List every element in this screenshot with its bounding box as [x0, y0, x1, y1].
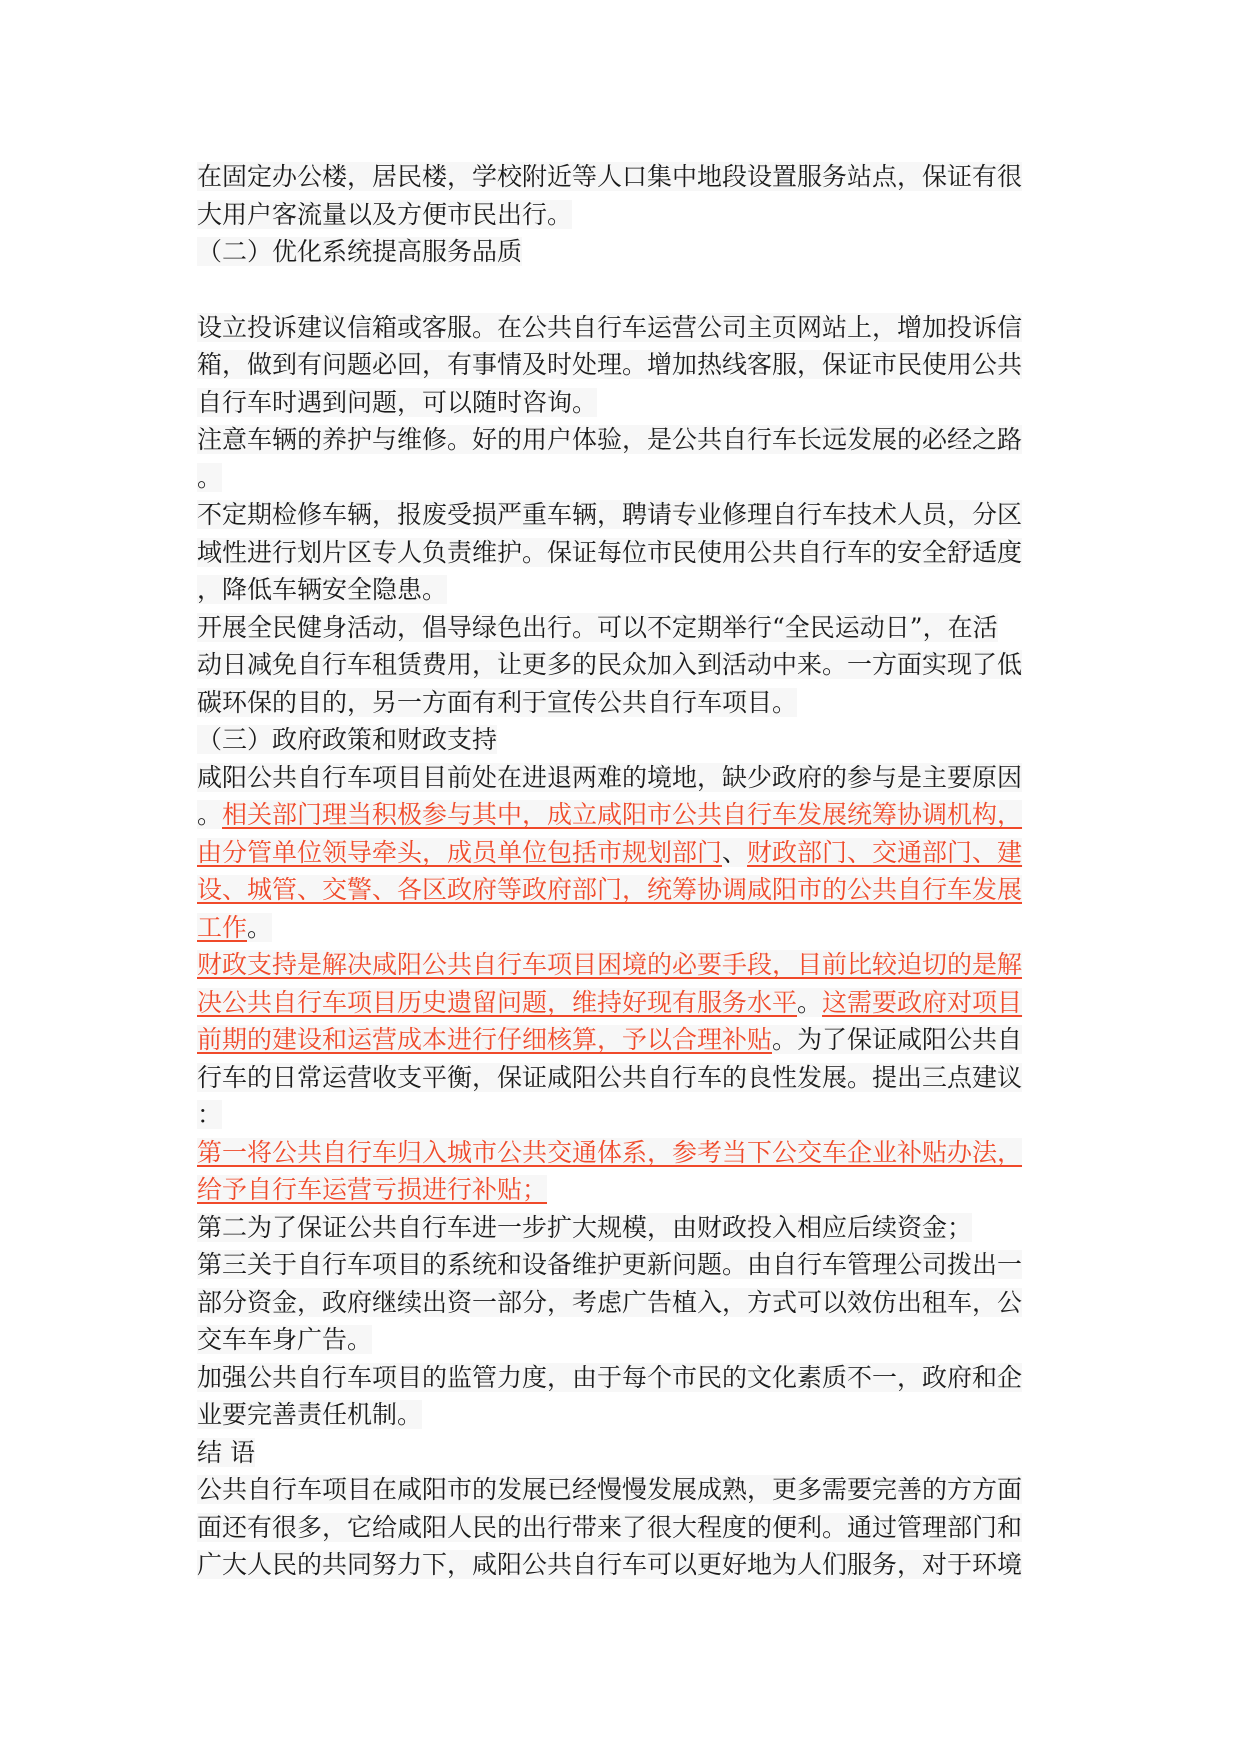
body-text: 行车的日常运营收支平衡，保证咸阳公共自行车的良性发展。提出三点建议	[197, 1062, 1023, 1092]
highlighted-text: 决公共自行车项目历史遗留问题，维持好现有服务水平	[197, 987, 798, 1017]
body-text: 业要完善责任机制。	[197, 1400, 423, 1429]
paragraph	[197, 233, 1043, 271]
body-text: 面还有很多，它给咸阳人民的出行带来了很大程度的便利。通过管理部门和	[197, 1512, 1023, 1542]
text-line	[197, 1209, 1043, 1247]
paragraph	[197, 721, 1043, 759]
line-shade	[197, 988, 1022, 1017]
line-shade	[197, 763, 1022, 792]
highlighted-text: 给予自行车运营亏损进行补贴；	[197, 1175, 548, 1204]
body-text: 交车车身广告。	[197, 1325, 373, 1354]
body-text: 。	[797, 987, 823, 1017]
text-line	[197, 571, 1043, 609]
text-line	[197, 534, 1043, 572]
text-line	[197, 346, 1043, 384]
body-text: ，降低车辆安全隐患。	[197, 575, 448, 604]
line-shade	[197, 613, 998, 642]
paragraph	[197, 1134, 1043, 1209]
text-line	[197, 684, 1043, 722]
paragraph	[197, 496, 1043, 609]
body-text: 结 语	[197, 1437, 255, 1467]
body-text: 。	[197, 800, 223, 829]
body-text: 箱，做到有问题必回，有事情及时处理。增加热线客服，保证市民使用公共	[197, 350, 1023, 379]
body-text: 不定期检修车辆，报废受损严重车辆，聘请专业修理自行车技术人员，分区	[197, 500, 1023, 529]
body-text: 动日减免自行车租赁费用，让更多的民众加入到活动中来。一方面实现了低	[197, 650, 1023, 679]
text-line	[197, 233, 1043, 271]
text-line	[197, 1321, 1043, 1359]
text-line	[197, 496, 1043, 534]
highlighted-text: 前期的建设和运营成本进行仔细核算，予以合理补贴	[197, 1025, 773, 1054]
body-text: （二）优化系统提高服务品质	[197, 237, 523, 266]
line-shade	[197, 463, 222, 492]
line-shade	[197, 1250, 1022, 1279]
body-text: 。	[247, 912, 273, 942]
line-shade	[197, 800, 1022, 829]
line-shade	[197, 1175, 547, 1204]
line-shade	[197, 313, 1022, 342]
text-line	[197, 1021, 1043, 1059]
line-shade	[197, 162, 1022, 191]
body-text: 开展全民健身活动，倡导绿色出行。可以不定期举行“全民运动日”，在活	[197, 612, 998, 642]
line-shade	[197, 1438, 255, 1467]
body-text: 第二为了保证公共自行车进一步扩大规模，由财政投入相应后续资金；	[197, 1212, 973, 1242]
paragraph	[197, 158, 1043, 233]
text-line	[197, 1546, 1043, 1584]
paragraph	[197, 1246, 1043, 1359]
body-text: 加强公共自行车项目的监管力度，由于每个市民的文化素质不一，政府和企	[197, 1362, 1023, 1392]
line-shade	[197, 688, 797, 717]
body-text: 咸阳公共自行车项目目前处在进退两难的境地，缺少政府的参与是主要原因	[197, 762, 1023, 792]
text-line	[197, 946, 1043, 984]
text-line	[197, 384, 1043, 422]
paragraph	[197, 1471, 1043, 1584]
line-shade	[197, 1363, 1022, 1392]
text-line	[197, 1434, 1043, 1472]
paragraph	[197, 1359, 1043, 1434]
paragraph	[197, 946, 1043, 1134]
paragraph	[197, 1209, 1043, 1247]
text-line	[197, 1396, 1043, 1434]
text-line	[197, 1246, 1043, 1284]
body-text: 域性进行划片区专人负责维护。保证每位市民使用公共自行车的安全舒适度	[197, 537, 1023, 567]
highlighted-text: 这需要政府对项目	[822, 987, 1023, 1017]
line-shade	[197, 1213, 972, 1242]
line-shade	[197, 237, 522, 266]
text-line	[197, 984, 1043, 1022]
line-shade	[197, 913, 272, 942]
text-line	[197, 421, 1043, 459]
line-shade	[197, 1550, 1022, 1579]
body-text: 第三关于自行车项目的系统和设备维护更新问题。由自行车管理公司拨出一	[197, 1250, 1023, 1279]
highlighted-text: 由分管单位领导牵头，成员单位包括市规划部门	[197, 837, 723, 867]
text-line	[197, 1134, 1043, 1172]
text-line	[197, 1471, 1043, 1509]
highlighted-text: 相关部门理当积极参与其中，成立咸阳市公共自行车发展统筹协调机构，	[222, 800, 1023, 829]
text-line	[197, 1359, 1043, 1397]
body-text: （三）政府政策和财政支持	[197, 725, 498, 754]
blank-line	[197, 271, 1043, 309]
body-text: 部分资金，政府继续出资一部分，考虑广告植入，方式可以效仿出租车，公	[197, 1287, 1023, 1317]
body-text: 自行车时遇到问题，可以随时咨询。	[197, 387, 598, 417]
text-line	[197, 1284, 1043, 1322]
text-line	[197, 909, 1043, 947]
highlighted-text: 财政部门、交通部门、建	[747, 837, 1023, 867]
text-line	[197, 1171, 1043, 1209]
line-shade	[197, 575, 447, 604]
paragraph	[197, 759, 1043, 947]
body-text: 。为了保证咸阳公共自	[772, 1025, 1023, 1054]
text-line	[197, 1096, 1043, 1134]
body-text: 公共自行车项目在咸阳市的发展已经慢慢发展成熟，更多需要完善的方方面	[197, 1475, 1023, 1504]
body-text: 广大人民的共同努力下，咸阳公共自行车可以更好地为人们服务，对于环境	[197, 1550, 1023, 1579]
line-shade	[197, 1100, 222, 1129]
paragraph	[197, 1434, 1043, 1472]
body-text: 注意车辆的养护与维修。好的用户体验，是公共自行车长远发展的必经之路	[197, 425, 1023, 454]
body-text: 在固定办公楼，居民楼，学校附近等人口集中地段设置服务站点，保证有很	[197, 162, 1023, 191]
body-text: 。	[197, 462, 223, 492]
body-text: ：	[197, 1100, 223, 1129]
highlighted-text: 第一将公共自行车归入城市公共交通体系，参考当下公交车企业补贴办法，	[197, 1137, 1023, 1167]
text-line	[197, 196, 1043, 234]
text-line	[197, 309, 1043, 347]
text-line	[197, 609, 1043, 647]
line-shade	[197, 500, 1022, 529]
text-line	[197, 459, 1043, 497]
body-text: 、	[722, 837, 748, 867]
paragraph	[197, 609, 1043, 722]
line-shade	[197, 350, 1022, 379]
document-body	[197, 158, 1043, 1584]
text-line	[197, 1509, 1043, 1547]
body-text: 大用户客流量以及方便市民出行。	[197, 199, 573, 229]
line-shade	[197, 875, 1022, 904]
line-shade	[197, 1025, 1022, 1054]
line-shade	[197, 650, 1022, 679]
body-text: 碳环保的目的，另一方面有利于宣传公共自行车项目。	[197, 687, 798, 717]
line-shade	[197, 725, 497, 754]
text-line	[197, 796, 1043, 834]
text-line	[197, 1059, 1043, 1097]
line-shade	[197, 1325, 372, 1354]
line-shade	[197, 388, 597, 417]
text-line	[197, 759, 1043, 797]
text-line	[197, 158, 1043, 196]
highlighted-text: 财政支持是解决咸阳公共自行车项目困境的必要手段，目前比较迫切的是解	[197, 950, 1023, 979]
highlighted-text: 设、城管、交警、各区政府等政府部门，统筹协调咸阳市的公共自行车发展	[197, 875, 1023, 904]
line-shade	[197, 200, 572, 229]
line-shade	[197, 1063, 1022, 1092]
line-shade	[197, 1138, 1022, 1167]
body-text: 设立投诉建议信箱或客服。在公共自行车运营公司主页网站上，增加投诉信	[197, 312, 1023, 342]
text-line	[197, 871, 1043, 909]
line-shade	[197, 1513, 1022, 1542]
line-shade	[197, 1475, 1022, 1504]
line-shade	[197, 1400, 422, 1429]
text-line	[197, 834, 1043, 872]
text-line	[197, 646, 1043, 684]
line-shade	[197, 838, 1022, 867]
line-shade	[197, 425, 1022, 454]
paragraph	[197, 309, 1043, 422]
line-shade	[197, 1288, 1022, 1317]
line-shade	[197, 950, 1022, 979]
paragraph	[197, 421, 1043, 496]
text-line	[197, 721, 1043, 759]
line-shade	[197, 538, 1022, 567]
highlighted-text: 工作	[197, 912, 248, 942]
